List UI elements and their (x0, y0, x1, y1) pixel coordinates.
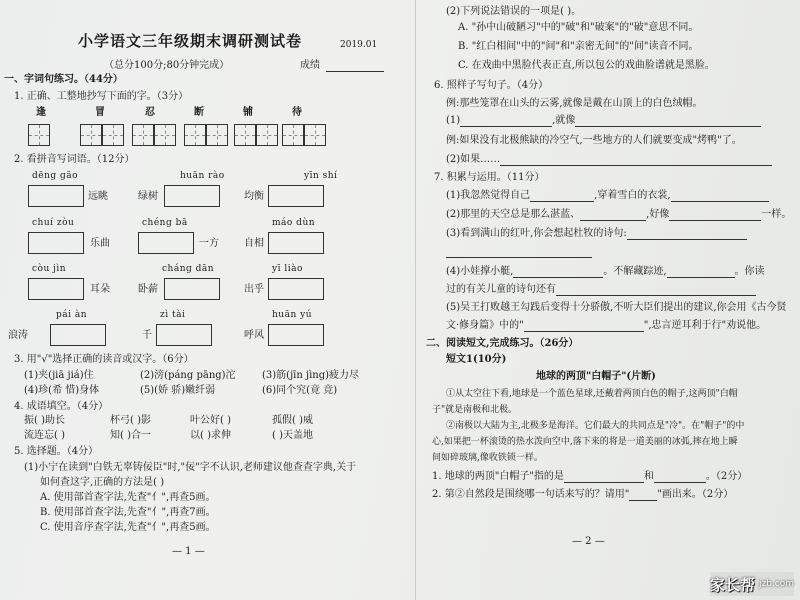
answer-box[interactable] (268, 278, 324, 300)
section-2-title: 二、阅读短文,完成练习。（26分） (426, 338, 579, 349)
passage-label: 短文1(10分) (446, 354, 507, 365)
page-number: — 1 — (172, 546, 205, 557)
q6-answer-1[interactable]: (1) ,就像 (446, 115, 761, 127)
q7-4[interactable]: (4)小娃撑小艇, 。不解藏踪迹, 。你读 (446, 266, 765, 277)
pinyin: chuí zòu (32, 218, 75, 228)
q7-2[interactable]: (2)那里的天空总是那么湛蓝、 ,好像 一样。 (446, 209, 792, 220)
q3-item[interactable]: (4)珍(希 惜)身体 (24, 385, 100, 396)
q3-item[interactable]: (5)(娇 骄)嫩纤弱 (140, 385, 216, 396)
section-1-title: 一、字词句练习。（44分） (4, 74, 123, 85)
option-a[interactable]: A. "孙中山破陋习"中的"破"和"破案"的"破"意思不同。 (458, 22, 699, 33)
brand-logo: 家长帮 (709, 575, 755, 594)
given-word: 一方 (199, 238, 219, 249)
given-word: 绿树 (138, 191, 158, 202)
q7-5-answer[interactable]: 文·修身篇》中的" ",忠言逆耳利于行"劝说他。 (446, 320, 767, 331)
copy-grid[interactable] (154, 124, 176, 146)
passage-p2: 间如碎玻璃,像收铁锁一样。 (432, 453, 543, 463)
copy-grid[interactable] (282, 124, 304, 146)
page-divider (415, 0, 416, 600)
passage-p2: 心,如果把一杯滚烫的热水泼向空中,落下来的将是一道美丽的冰弧,摔在地上瞬 (432, 437, 738, 447)
q5-1-text: (1)小宁在读到"白铁无辜铸佞臣"时,"佞"字不认识,老师建议他查查字典,关于 (24, 462, 357, 473)
char-3: 忍 (145, 107, 155, 118)
given-word: 乐曲 (90, 238, 110, 249)
page-number: — 2 — (572, 536, 605, 547)
pinyin: chéng bā (142, 218, 188, 228)
q7-text: 7. 积累与运用。（11分） (434, 172, 545, 183)
answer-box[interactable] (156, 324, 212, 346)
q6-answer-2[interactable]: (2)如果…… (446, 154, 772, 166)
idiom-item[interactable]: 知( )合一 (110, 430, 151, 441)
q6-text: 6. 照样子写句子。（4分） (434, 80, 549, 91)
pinyin: huān yú (272, 310, 312, 320)
option-a[interactable]: A. 使用部首查字法,先查"亻",再查5画。 (40, 492, 216, 503)
copy-grid[interactable] (184, 124, 206, 146)
given-word: 卧薪 (138, 284, 158, 295)
idiom-item[interactable]: 流连忘( ) (24, 430, 65, 441)
given-word: 自相 (244, 238, 264, 249)
answer-box[interactable] (268, 185, 324, 207)
answer-box[interactable] (138, 232, 194, 254)
given-word: 均衡 (244, 191, 264, 202)
idiom-item[interactable]: ( )天盖地 (272, 430, 313, 441)
q3-item[interactable]: (1)夹(jiā jiá)住 (24, 370, 94, 381)
char-6: 待 (292, 107, 302, 118)
q4-text: 4. 成语填空。（4分） (14, 401, 109, 412)
q3-text: 3. 用"√"选择正确的读音或汉字。（6分） (14, 354, 194, 365)
q7-1[interactable]: (1)我忽然觉得自己 ,穿着雪白的衣裳, (446, 190, 769, 202)
char-2: 冒 (95, 107, 105, 118)
option-b[interactable]: B. 使用部首查字法,先查"亻",再查7画。 (40, 507, 216, 518)
q7-5: (5)吴王打败越王勾践后变得十分骄傲,不听大臣们提出的建议,你会用《古今贤 (446, 302, 787, 313)
pinyin: cháng dān (162, 264, 215, 274)
idiom-item[interactable]: 以( )求伸 (190, 430, 231, 441)
idiom-item[interactable]: 振( )助长 (24, 415, 65, 426)
pinyin: máo dùn (272, 218, 316, 228)
copy-grid[interactable] (102, 124, 124, 146)
char-5: 铺 (243, 107, 253, 118)
q3-item[interactable]: (2)滂(páng pāng)沱 (140, 370, 236, 381)
copy-grid[interactable] (304, 124, 326, 146)
q3-item[interactable]: (3)筋(jīn jìng)疲力尽 (262, 370, 360, 381)
option-b[interactable]: B. "红白相间"中的"间"和"亲密无间"的"间"读音不同。 (458, 41, 699, 52)
char-1: 逢 (36, 107, 46, 118)
pinyin: zì tài (160, 310, 186, 320)
answer-box[interactable] (28, 278, 84, 300)
exam-title: 小学语文三年级期末调研测试卷 (78, 32, 303, 50)
option-c[interactable]: C. 在戏曲中黑脸代表正直,所以包公的戏曲脸谱就是黑脸。 (458, 60, 715, 71)
copy-grid[interactable] (80, 124, 102, 146)
given-word: 出乎 (244, 284, 264, 295)
copy-grid[interactable] (206, 124, 228, 146)
idiom-item[interactable]: 叶公好( ) (190, 415, 231, 426)
passage-p2: ②南极以大陆为主,北极多是海洋。它们最大的共同点是"冷"。在"帽子"的中 (446, 421, 745, 431)
answer-box[interactable] (268, 324, 324, 346)
answer-box[interactable] (164, 278, 220, 300)
q1-text: 1. 正确、工整地抄写下面的字。（3分） (14, 91, 189, 102)
passage-p1: ①从太空往下看,地球是一个蓝色星球,还戴着两顶白色的帽子,这两顶"白帽 (446, 389, 738, 399)
option-c[interactable]: C. 使用音序查字法,先查"亻",再查5画。 (40, 522, 216, 533)
answer-box[interactable] (28, 185, 84, 207)
given-word: 呼风 (244, 330, 264, 341)
copy-grid[interactable] (28, 124, 50, 146)
answer-box[interactable] (268, 232, 324, 254)
idiom-item[interactable]: 杯弓( )影 (110, 415, 151, 426)
reading-q1[interactable]: 1. 地球的两顶"白帽子"指的是 和 。（2分） (432, 471, 748, 482)
copy-grid[interactable] (256, 124, 278, 146)
exam-date: 2019.01 (340, 40, 378, 50)
given-word: 远眺 (88, 191, 108, 202)
q5-2-text[interactable]: (2)下列说法错误的一项是( )。 (446, 6, 582, 17)
pinyin: pái àn (56, 310, 88, 320)
q6-example: 例:如果没有北极熊缺的冷空气,一些地方的人们就要变成"烤鸭"了。 (446, 135, 742, 146)
brand-domain: jzb.com (758, 579, 794, 589)
answer-box[interactable] (28, 232, 84, 254)
idiom-item[interactable]: 孤假( )威 (272, 415, 313, 426)
copy-grid[interactable] (132, 124, 154, 146)
q7-3-line[interactable] (446, 246, 592, 258)
pinyin: yīn shí (304, 171, 338, 181)
pinyin: còu jìn (32, 264, 67, 274)
pinyin: dēng gāo (32, 171, 79, 181)
given-word: 耳朵 (90, 284, 110, 295)
given-word: 浪涛 (8, 330, 28, 341)
char-4: 断 (194, 107, 204, 118)
copy-grid[interactable] (234, 124, 256, 146)
q7-4-cont[interactable]: 过的有关儿童的诗句还有 (446, 284, 756, 296)
reading-q2[interactable]: 2. 第②自然段是围绕哪一句话来写的？请用" "画出来。（2分） (432, 489, 734, 500)
passage-title: 地球的两顶"白帽子"(片断) (536, 371, 656, 382)
q5-1-text[interactable]: 如何查这字,正确的方法是( ) (40, 477, 165, 488)
q3-item[interactable]: (6)同个究(竟 竞) (262, 385, 338, 396)
passage-p1: 子"就是南极和北极。 (432, 405, 518, 415)
q6-example: 例:那些笼罩在山头的云雾,就像是戴在山顶上的白色绒帽。 (446, 98, 703, 109)
brand-watermark (710, 572, 794, 596)
answer-box[interactable] (50, 324, 106, 346)
given-word: 千 (142, 330, 152, 341)
score-field[interactable] (300, 60, 384, 72)
pinyin: yī liào (272, 264, 303, 274)
pinyin: huān rào (180, 171, 225, 181)
score-label: 成绩 (300, 60, 320, 71)
q2-text: 2. 看拼音写词语。（12分） (14, 154, 135, 165)
exam-subtitle: （总分100分;80分钟完成） (104, 60, 230, 71)
q5-text: 5. 选择题。（4分） (14, 446, 99, 457)
q7-3[interactable]: (3)看到满山的红叶,你会想起杜牧的诗句: (446, 228, 747, 240)
answer-box[interactable] (164, 185, 220, 207)
